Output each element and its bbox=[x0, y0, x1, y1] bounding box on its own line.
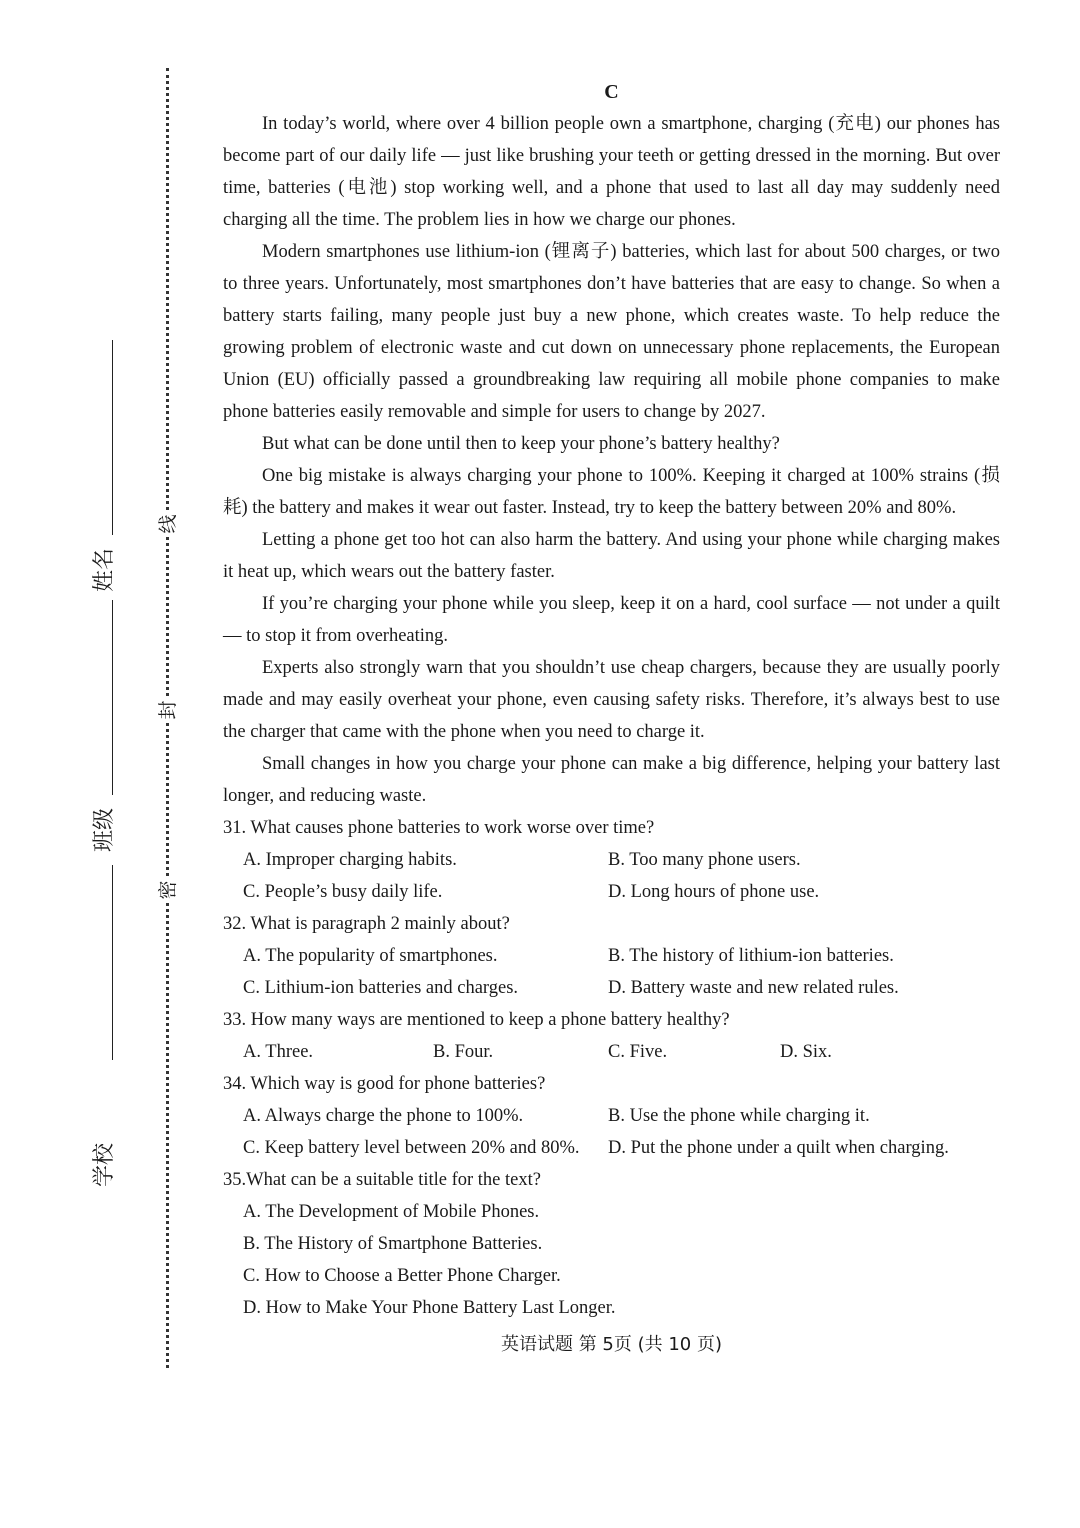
option-33d: D. Six. bbox=[780, 1042, 832, 1062]
option-35a: A. The Development of Mobile Phones. bbox=[243, 1202, 540, 1222]
option-33c: C. Five. bbox=[608, 1042, 668, 1062]
option-31a: A. Improper charging habits. bbox=[243, 850, 457, 870]
name-field-label: 姓名 bbox=[91, 548, 117, 593]
option-32d: D. Battery waste and new related rules. bbox=[608, 978, 899, 998]
question-35-options bbox=[223, 1196, 1000, 1324]
option-34c: C. Keep battery level between 20% and 80%. bbox=[243, 1138, 580, 1158]
seal-char-mi: 密 bbox=[156, 878, 180, 902]
option-32a: A. The popularity of smartphones. bbox=[243, 946, 498, 966]
paragraph-8: Small changes in how you charge your phone can make a big difference, helping your battery last longer, and reducing waste. bbox=[223, 754, 1000, 806]
school-field[interactable] bbox=[72, 865, 132, 1188]
class-field[interactable] bbox=[72, 600, 132, 860]
option-34b: B. Use the phone while charging it. bbox=[608, 1106, 870, 1126]
binding-margin bbox=[0, 0, 200, 1528]
question-32-options bbox=[223, 940, 1000, 1004]
reading-passage bbox=[223, 76, 1000, 1324]
paragraph-3: But what can be done until then to keep your phone’s battery healthy? bbox=[262, 434, 780, 454]
option-32b: B. The history of lithium-ion batteries. bbox=[608, 946, 894, 966]
paragraph-5: Letting a phone get too hot can also harm the battery. And using your phone while charging makes it heat up, which wears out the battery faster. bbox=[223, 530, 1000, 582]
option-35b: B. The History of Smartphone Batteries. bbox=[243, 1234, 543, 1254]
option-34a: A. Always charge the phone to 100%. bbox=[243, 1106, 524, 1126]
class-field-label: 班级 bbox=[91, 808, 117, 853]
question-31-options bbox=[223, 844, 1000, 908]
option-33a: A. Three. bbox=[243, 1042, 314, 1062]
option-32c: C. Lithium-ion batteries and charges. bbox=[243, 978, 519, 998]
question-33: 33. How many ways are mentioned to keep a phone battery healthy? bbox=[223, 1010, 730, 1030]
question-34: 34. Which way is good for phone batteries? bbox=[223, 1074, 546, 1094]
option-34d: D. Put the phone under a quilt when charging. bbox=[608, 1138, 949, 1158]
option-31d: D. Long hours of phone use. bbox=[608, 882, 820, 902]
seal-char-feng: 封 bbox=[156, 698, 180, 722]
option-35c: C. How to Choose a Better Phone Charger. bbox=[243, 1266, 561, 1286]
question-31: 31. What causes phone batteries to work worse over time? bbox=[223, 818, 655, 838]
school-field-line bbox=[112, 865, 113, 1060]
page-footer: 英语试题 第 5页 (共 10 页) bbox=[500, 1334, 722, 1355]
option-35d: D. How to Make Your Phone Battery Last Longer. bbox=[243, 1298, 616, 1318]
seal-char-xian: 线 bbox=[156, 512, 180, 536]
paragraph-1: In today’s world, where over 4 billion people own a smartphone, charging (充电) our phones has become part of our daily life — just like brushing your teeth or getting dressed in the morning. But over time, batteries (电池) stop working well, and a phone that used to last all day may suddenly need charging all the time. The problem lies in how we charge our phones. bbox=[223, 114, 1000, 230]
paragraph-4: One big mistake is always charging your phone to 100%. Keeping it charged at 100% strains (损耗) the battery and makes it wear out faster. Instead, try to keep the battery between 20% and 80%. bbox=[223, 466, 1000, 518]
question-34-options bbox=[223, 1100, 1000, 1164]
question-33-options bbox=[223, 1036, 1000, 1068]
paragraph-6: If you’re charging your phone while you sleep, keep it on a hard, cool surface — not under a quilt — to stop it from overheating. bbox=[223, 594, 1000, 646]
option-33b: B. Four. bbox=[433, 1042, 494, 1062]
question-35: 35.What can be a suitable title for the text? bbox=[223, 1170, 541, 1190]
class-field-line bbox=[112, 600, 113, 795]
option-31c: C. People’s busy daily life. bbox=[243, 882, 443, 902]
option-31b: B. Too many phone users. bbox=[608, 850, 801, 870]
name-field[interactable] bbox=[72, 340, 132, 600]
school-field-label: 学校 bbox=[91, 1143, 117, 1188]
name-field-line bbox=[112, 340, 113, 535]
question-32: 32. What is paragraph 2 mainly about? bbox=[223, 914, 510, 934]
paragraph-2: Modern smartphones use lithium-ion (锂离子) batteries, which last for about 500 charges, or two to three years. Unfortunately, most smartphones don’t have batteries that are easy to change. So when a battery starts failing, many people just buy a new phone, which creates waste. To help reduce the growing problem of electronic waste and cut down on unnecessary phone replacements, the European Union (EU) officially passed a groundbreaking law requiring all mobile phone companies to make phone batteries easily removable and simple for users to change by 2027. bbox=[223, 242, 1000, 422]
section-letter: C bbox=[604, 81, 619, 103]
paragraph-7: Experts also strongly warn that you shouldn’t use cheap chargers, because they are usually poorly made and may easily overheat your phone, even causing safety risks. Therefore, it’s always best to use the charger that came with the phone when you need to charge it. bbox=[223, 658, 1000, 742]
